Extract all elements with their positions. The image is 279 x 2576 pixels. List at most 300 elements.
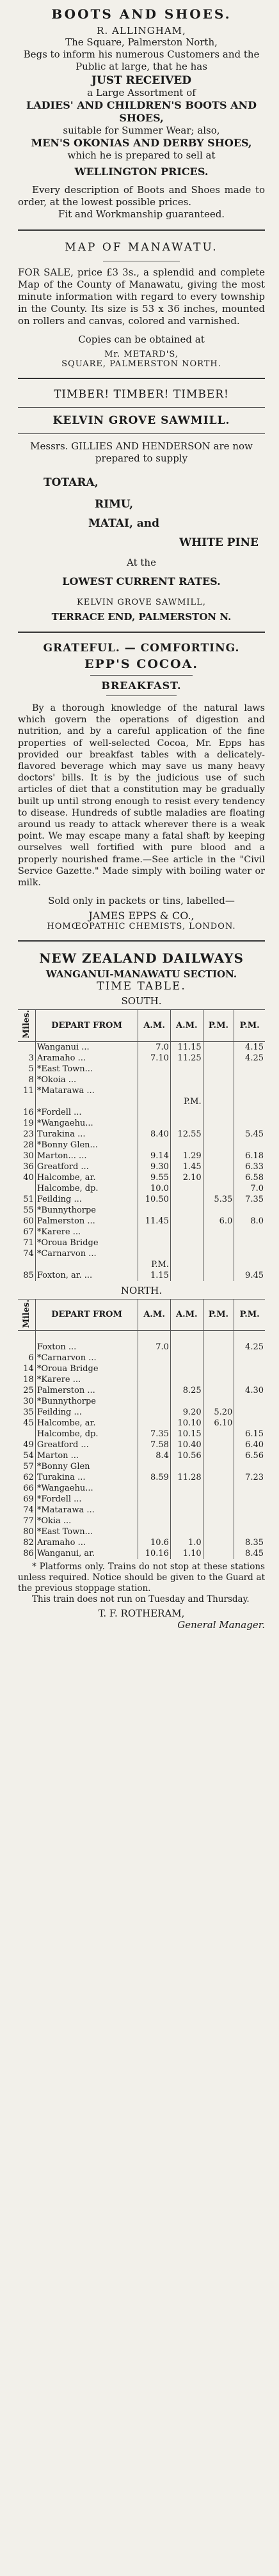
epps-body: By a thorough knowledge of the natural laws which govern the operations of digestion and nutrition, and by a careful application of the fine properties of well-selected Cocoa, Mr. Epps has provided our breakfast tables with a delicately-flavored beverage which may save us many heavy doctors' bills. It is by the judicious use of such articles of diet that a constitution may be gradually built up until strong enough to resist every tendency to disease. Hundreds of subtle maladies are floating around us ready to attack wherever there is a weak point. We may escape many a fatal shaft by keeping ourselves well fortified with pure blood and a properly nourished frame.—See article in the "Civil Service Gazette." Made simply with boiling water or milk. bbox=[18, 703, 265, 888]
station-cell: *Bunnythorpe bbox=[35, 1396, 138, 1407]
time-cell bbox=[203, 1118, 234, 1129]
miles-cell: 6 bbox=[28, 1353, 34, 1363]
time-cell: 4.30 bbox=[234, 1385, 265, 1396]
boots-line7: WELLINGTON PRICES. bbox=[74, 166, 209, 178]
time-cell bbox=[170, 1107, 203, 1118]
time-cell bbox=[203, 1374, 234, 1385]
miles-cell: 23 bbox=[23, 1129, 34, 1139]
time-cell bbox=[234, 1075, 265, 1085]
time-cell bbox=[170, 1396, 203, 1407]
timber-sign-1: KELVIN GROVE SAWMILL, bbox=[77, 598, 206, 607]
epps-sub: BREAKFAST. bbox=[101, 679, 182, 692]
am-header-2: A.M. bbox=[170, 1010, 203, 1041]
table-row bbox=[18, 1537, 265, 1548]
time-cell bbox=[170, 1505, 203, 1516]
station-cell: *Bonny Glen... bbox=[35, 1140, 138, 1151]
am-header: A.M. bbox=[138, 1010, 171, 1041]
station-cell: *Okia ... bbox=[35, 1516, 138, 1526]
time-cell bbox=[234, 1205, 265, 1216]
time-cell: 6.58 bbox=[234, 1172, 265, 1183]
table-row bbox=[18, 1526, 265, 1537]
boots-line5: MEN'S OKONIAS AND DERBY SHOES, bbox=[31, 137, 252, 149]
time-cell bbox=[170, 1248, 203, 1259]
time-cell: 8.40 bbox=[138, 1129, 171, 1140]
station-cell: *Fordell ... bbox=[35, 1107, 138, 1118]
time-cell bbox=[203, 1494, 234, 1505]
station-cell: *Okoia ... bbox=[35, 1075, 138, 1085]
station-cell: Wanganui ... bbox=[35, 1041, 138, 1053]
boots-line6: which he is prepared to sell at bbox=[67, 150, 216, 161]
time-cell: 7.0 bbox=[234, 1183, 265, 1194]
time-cell bbox=[138, 1096, 171, 1107]
table-row bbox=[18, 1205, 265, 1216]
station-cell: Wanganui, ar. bbox=[35, 1548, 138, 1559]
rail-south: SOUTH. bbox=[121, 995, 162, 1007]
time-cell bbox=[203, 1396, 234, 1407]
miles-cell: 85 bbox=[23, 1270, 34, 1280]
station-cell: Marton... ... bbox=[35, 1151, 138, 1161]
time-cell bbox=[234, 1494, 265, 1505]
time-cell bbox=[234, 1331, 265, 1342]
time-cell bbox=[203, 1270, 234, 1281]
time-cell bbox=[203, 1064, 234, 1075]
station-cell: *Fordell ... bbox=[35, 1494, 138, 1505]
time-cell bbox=[138, 1331, 171, 1342]
time-cell bbox=[203, 1331, 234, 1342]
time-cell bbox=[170, 1194, 203, 1205]
station-cell: *Oroua Bridge bbox=[35, 1363, 138, 1374]
time-cell: 11.25 bbox=[170, 1053, 203, 1064]
time-cell bbox=[234, 1396, 265, 1407]
time-cell: 7.35 bbox=[234, 1194, 265, 1205]
time-cell bbox=[138, 1227, 171, 1238]
miles-cell: 86 bbox=[23, 1549, 34, 1559]
boots-name: R. ALLINGHAM, bbox=[97, 25, 186, 36]
time-cell bbox=[234, 1407, 265, 1418]
station-cell: *Matarawa ... bbox=[35, 1085, 138, 1096]
miles-cell bbox=[18, 1183, 35, 1194]
table-row bbox=[18, 1075, 265, 1085]
time-cell: 7.23 bbox=[234, 1472, 265, 1483]
time-cell: 8.35 bbox=[234, 1537, 265, 1548]
divider bbox=[18, 378, 265, 379]
time-cell bbox=[138, 1205, 171, 1216]
table-row bbox=[18, 1129, 265, 1140]
miles-cell: 67 bbox=[23, 1227, 34, 1237]
time-cell bbox=[234, 1461, 265, 1472]
timber-wood-2: RIMU, bbox=[95, 498, 134, 511]
time-cell: 6.10 bbox=[203, 1418, 234, 1429]
table-row bbox=[18, 1107, 265, 1118]
table-row bbox=[18, 1353, 265, 1363]
epps-sign-2: HOMŒOPATHIC CHEMISTS, LONDON. bbox=[47, 922, 236, 932]
table-row bbox=[18, 1396, 265, 1407]
map-body: FOR SALE, price £3 3s., a splendid and complete Map of the County of Manawatu, giving the most minute information with regard to every township in the County. Its size is 53 x 36 inches, mounted on rollers and canvas, colored and varnished. bbox=[18, 267, 265, 327]
station-cell: Halcombe, ar. bbox=[35, 1172, 138, 1183]
miles-header: Miles. bbox=[18, 1010, 35, 1041]
time-cell: 9.30 bbox=[138, 1161, 171, 1172]
station-cell bbox=[35, 1331, 138, 1342]
table-row bbox=[18, 1494, 265, 1505]
time-cell: 7.0 bbox=[138, 1342, 171, 1353]
time-cell bbox=[203, 1516, 234, 1526]
time-cell: 10.6 bbox=[138, 1537, 171, 1548]
time-cell bbox=[138, 1107, 171, 1118]
time-cell: 11.28 bbox=[170, 1472, 203, 1483]
time-cell: 11.45 bbox=[138, 1216, 171, 1227]
south-table bbox=[18, 1009, 265, 1280]
time-cell bbox=[138, 1407, 171, 1418]
time-cell: 8.4 bbox=[138, 1450, 171, 1461]
miles-cell: 82 bbox=[23, 1538, 34, 1548]
time-cell bbox=[138, 1140, 171, 1151]
time-cell bbox=[203, 1248, 234, 1259]
time-cell bbox=[203, 1085, 234, 1096]
table-row bbox=[18, 1363, 265, 1374]
table-row bbox=[18, 1140, 265, 1151]
miles-cell: 3 bbox=[28, 1053, 34, 1063]
miles-cell: 25 bbox=[23, 1386, 34, 1396]
table-row bbox=[18, 1227, 265, 1238]
time-cell bbox=[203, 1140, 234, 1151]
miles-cell: 18 bbox=[23, 1375, 34, 1385]
map-copies: Copies can be obtained at bbox=[78, 334, 205, 345]
time-cell bbox=[234, 1118, 265, 1129]
table-row bbox=[18, 1238, 265, 1248]
time-cell bbox=[138, 1248, 171, 1259]
time-cell bbox=[138, 1075, 171, 1085]
boots-title: BOOTS AND SHOES. bbox=[51, 6, 232, 22]
table-row bbox=[18, 1172, 265, 1183]
time-cell bbox=[203, 1107, 234, 1118]
divider bbox=[90, 675, 193, 676]
station-cell: *Oroua Bridge bbox=[35, 1238, 138, 1248]
time-cell bbox=[203, 1439, 234, 1450]
divider bbox=[106, 695, 177, 696]
table-row bbox=[18, 1483, 265, 1494]
pm-header: P.M. bbox=[203, 1010, 234, 1041]
depart-header: DEPART FROM bbox=[35, 1299, 138, 1330]
station-cell: *Karere ... bbox=[35, 1227, 138, 1238]
miles-cell: 28 bbox=[23, 1140, 34, 1150]
station-cell: Foxton, ar. ... bbox=[35, 1270, 138, 1281]
time-cell bbox=[138, 1118, 171, 1129]
time-cell bbox=[203, 1238, 234, 1248]
time-cell: 10.56 bbox=[170, 1450, 203, 1461]
timber-sign-2: TERRACE END, PALMERSTON N. bbox=[51, 611, 232, 623]
time-cell bbox=[234, 1064, 265, 1075]
divider bbox=[18, 940, 265, 942]
time-cell bbox=[203, 1537, 234, 1548]
miles-cell: 66 bbox=[23, 1484, 34, 1494]
timber-line2: At the bbox=[127, 557, 156, 568]
time-cell bbox=[170, 1238, 203, 1248]
time-cell bbox=[170, 1205, 203, 1216]
time-cell: 6.33 bbox=[234, 1161, 265, 1172]
time-cell bbox=[234, 1374, 265, 1385]
table-row bbox=[18, 1429, 265, 1439]
miles-cell: 30 bbox=[23, 1151, 34, 1161]
station-cell: Aramaho ... bbox=[35, 1537, 138, 1548]
station-cell: *East Town... bbox=[35, 1064, 138, 1075]
time-cell bbox=[170, 1526, 203, 1537]
station-cell: Aramaho ... bbox=[35, 1053, 138, 1064]
epps-advert bbox=[18, 642, 265, 931]
time-cell bbox=[234, 1107, 265, 1118]
time-cell bbox=[170, 1374, 203, 1385]
time-cell: 5.35 bbox=[203, 1194, 234, 1205]
time-cell bbox=[138, 1385, 171, 1396]
rail-notes: * Platforms only. Trains do not stop at these stations unless required. Notice should be given to the Guard at the previous stoppage station. bbox=[18, 1562, 265, 1594]
time-cell bbox=[203, 1075, 234, 1085]
timber-line3: LOWEST CURRENT RATES. bbox=[62, 575, 221, 587]
table-row bbox=[18, 1064, 265, 1075]
map-obtain-2: SQUARE, PALMERSTON NORTH. bbox=[61, 359, 221, 369]
time-cell: 7.0 bbox=[138, 1041, 171, 1053]
time-cell bbox=[203, 1483, 234, 1494]
miles-cell: 35 bbox=[23, 1408, 34, 1418]
time-cell bbox=[170, 1363, 203, 1374]
time-cell: 9.14 bbox=[138, 1151, 171, 1161]
time-cell: 2.10 bbox=[170, 1172, 203, 1183]
table-row bbox=[18, 1270, 265, 1281]
time-cell bbox=[138, 1494, 171, 1505]
time-cell bbox=[203, 1053, 234, 1064]
time-cell bbox=[203, 1172, 234, 1183]
map-title: MAP OF MANAWATU. bbox=[65, 241, 218, 254]
timber-line1: Messrs. GILLIES AND HENDERSON are now prepared to supply bbox=[30, 440, 253, 464]
time-cell bbox=[138, 1363, 171, 1374]
station-cell: *Wangaehu... bbox=[35, 1118, 138, 1129]
time-cell bbox=[138, 1505, 171, 1516]
time-cell bbox=[203, 1096, 234, 1107]
boots-line3: LADIES' AND CHILDREN'S BOOTS AND SHOES, bbox=[26, 99, 257, 124]
time-cell bbox=[234, 1353, 265, 1363]
time-cell: 8.0 bbox=[234, 1216, 265, 1227]
time-cell bbox=[138, 1064, 171, 1075]
miles-cell bbox=[18, 1259, 35, 1270]
time-cell bbox=[170, 1461, 203, 1472]
time-cell: 5.20 bbox=[203, 1407, 234, 1418]
timber-advert bbox=[18, 388, 265, 623]
time-cell: 12.55 bbox=[170, 1129, 203, 1140]
miles-cell: 16 bbox=[23, 1107, 34, 1117]
divider bbox=[18, 407, 265, 408]
time-cell: 1.45 bbox=[170, 1161, 203, 1172]
time-cell bbox=[170, 1118, 203, 1129]
time-cell: 7.35 bbox=[138, 1429, 171, 1439]
time-cell bbox=[170, 1064, 203, 1075]
miles-cell: 8 bbox=[28, 1075, 34, 1085]
miles-cell bbox=[18, 1429, 35, 1439]
pm-header: P.M. bbox=[203, 1299, 234, 1330]
miles-cell: 74 bbox=[23, 1505, 34, 1516]
time-cell: 10.50 bbox=[138, 1194, 171, 1205]
miles-cell: 60 bbox=[23, 1216, 34, 1226]
boots-line4: suitable for Summer Wear; also, bbox=[63, 125, 220, 136]
station-cell: Halcombe, dp. bbox=[35, 1183, 138, 1194]
railway-timetable bbox=[18, 950, 265, 1631]
table-row bbox=[18, 1151, 265, 1161]
miles-cell: 54 bbox=[23, 1451, 34, 1461]
table-row bbox=[18, 1548, 265, 1559]
station-cell: Greatford ... bbox=[35, 1439, 138, 1450]
table-row bbox=[18, 1216, 265, 1227]
time-cell bbox=[234, 1248, 265, 1259]
time-cell bbox=[170, 1270, 203, 1281]
table-row bbox=[18, 1331, 265, 1342]
am-header: A.M. bbox=[138, 1299, 171, 1330]
miles-cell: 40 bbox=[23, 1172, 34, 1183]
time-cell bbox=[203, 1227, 234, 1238]
time-cell bbox=[203, 1450, 234, 1461]
time-cell bbox=[170, 1183, 203, 1194]
rail-tt: TIME TABLE. bbox=[97, 980, 186, 993]
miles-cell: 45 bbox=[23, 1418, 34, 1429]
table-row bbox=[18, 1161, 265, 1172]
time-cell bbox=[203, 1129, 234, 1140]
time-cell bbox=[170, 1085, 203, 1096]
time-cell: 10.16 bbox=[138, 1548, 171, 1559]
timber-wood-3: MATAI, and bbox=[88, 517, 160, 530]
miles-cell: 11 bbox=[23, 1085, 34, 1096]
time-cell: 6.0 bbox=[203, 1216, 234, 1227]
station-cell: Turakina ... bbox=[35, 1472, 138, 1483]
time-cell: 8.45 bbox=[234, 1548, 265, 1559]
time-cell bbox=[170, 1494, 203, 1505]
time-cell bbox=[234, 1516, 265, 1526]
boots-just-received: JUST RECEIVED bbox=[91, 74, 192, 87]
time-cell bbox=[203, 1472, 234, 1483]
station-cell: *Bunnythorpe bbox=[35, 1205, 138, 1216]
miles-cell: 51 bbox=[23, 1194, 34, 1204]
table-row bbox=[18, 1342, 265, 1353]
time-cell bbox=[170, 1353, 203, 1363]
time-cell: P.M. bbox=[170, 1096, 203, 1107]
time-cell bbox=[138, 1461, 171, 1472]
time-cell bbox=[234, 1227, 265, 1238]
time-cell: 5.45 bbox=[234, 1129, 265, 1140]
station-cell: Halcombe, ar. bbox=[35, 1418, 138, 1429]
time-cell: 1.29 bbox=[170, 1151, 203, 1161]
time-cell: 9.55 bbox=[138, 1172, 171, 1183]
time-cell: 7.10 bbox=[138, 1053, 171, 1064]
time-cell bbox=[138, 1526, 171, 1537]
time-cell bbox=[203, 1259, 234, 1270]
table-row bbox=[18, 1096, 265, 1107]
time-cell bbox=[234, 1085, 265, 1096]
epps-sign-1: JAMES EPPS & CO., bbox=[88, 910, 195, 922]
miles-cell: 19 bbox=[23, 1118, 34, 1128]
time-cell: 8.59 bbox=[138, 1472, 171, 1483]
time-cell bbox=[234, 1505, 265, 1516]
time-cell: 6.40 bbox=[234, 1439, 265, 1450]
time-cell bbox=[170, 1483, 203, 1494]
miles-cell: 71 bbox=[23, 1238, 34, 1248]
boots-line9: Fit and Workmanship guaranteed. bbox=[58, 208, 225, 220]
table-row bbox=[18, 1118, 265, 1129]
station-cell: *Matarawa ... bbox=[35, 1505, 138, 1516]
rail-section: WANGANUI-MANAWATU SECTION. bbox=[45, 968, 237, 981]
time-cell bbox=[203, 1041, 234, 1053]
miles-cell: 36 bbox=[23, 1161, 34, 1172]
station-cell: Feilding ... bbox=[35, 1194, 138, 1205]
table-row bbox=[18, 1461, 265, 1472]
table-row bbox=[18, 1385, 265, 1396]
boots-line2: a Large Assortment of bbox=[87, 87, 196, 98]
station-cell: *Karere ... bbox=[35, 1374, 138, 1385]
station-cell: Palmerston ... bbox=[35, 1385, 138, 1396]
table-row bbox=[18, 1439, 265, 1450]
time-cell bbox=[203, 1385, 234, 1396]
table-row bbox=[18, 1450, 265, 1461]
time-cell bbox=[170, 1342, 203, 1353]
time-cell: 1.10 bbox=[170, 1548, 203, 1559]
table-row bbox=[18, 1418, 265, 1429]
miles-cell: 49 bbox=[23, 1440, 34, 1450]
miles-cell: 30 bbox=[23, 1397, 34, 1407]
rail-sign: T. F. ROTHERAM, bbox=[98, 1608, 185, 1620]
south-table-body bbox=[18, 1041, 265, 1281]
table-row bbox=[18, 1505, 265, 1516]
station-cell: Feilding ... bbox=[35, 1407, 138, 1418]
table-row bbox=[18, 1041, 265, 1053]
time-cell bbox=[234, 1483, 265, 1494]
boots-address: The Square, Palmerston North, bbox=[65, 36, 218, 48]
time-cell bbox=[170, 1331, 203, 1342]
station-cell: *Bonny Glen bbox=[35, 1461, 138, 1472]
time-cell: 10.10 bbox=[170, 1418, 203, 1429]
divider bbox=[18, 632, 265, 633]
time-cell bbox=[170, 1259, 203, 1270]
station-cell: Turakina ... bbox=[35, 1129, 138, 1140]
miles-cell: 55 bbox=[23, 1205, 34, 1215]
miles-cell: 14 bbox=[23, 1364, 34, 1374]
miles-cell bbox=[18, 1342, 35, 1353]
time-cell bbox=[203, 1183, 234, 1194]
time-cell bbox=[138, 1238, 171, 1248]
station-cell: Palmerston ... bbox=[35, 1216, 138, 1227]
am-header-2: A.M. bbox=[170, 1299, 203, 1330]
timber-title: TIMBER! TIMBER! TIMBER! bbox=[54, 388, 229, 401]
station-cell: *Carnarvon ... bbox=[35, 1248, 138, 1259]
boots-line8: Every description of Boots and Shoes made to order, at the lowest possible prices. bbox=[18, 184, 265, 208]
time-cell bbox=[234, 1363, 265, 1374]
table-row bbox=[18, 1085, 265, 1096]
map-obtain-1: Mr. METARD'S, bbox=[104, 350, 179, 359]
depart-header: DEPART FROM bbox=[35, 1010, 138, 1041]
time-cell bbox=[203, 1353, 234, 1363]
time-cell bbox=[170, 1227, 203, 1238]
time-cell: 6.15 bbox=[234, 1429, 265, 1439]
time-cell: 10.15 bbox=[170, 1429, 203, 1439]
north-table-body bbox=[18, 1331, 265, 1560]
station-cell: Greatford ... bbox=[35, 1161, 138, 1172]
time-cell bbox=[234, 1096, 265, 1107]
time-cell bbox=[138, 1396, 171, 1407]
epps-title: EPP'S COCOA. bbox=[84, 657, 198, 671]
miles-cell: 5 bbox=[28, 1064, 34, 1074]
time-cell bbox=[203, 1205, 234, 1216]
table-row bbox=[18, 1516, 265, 1526]
time-cell bbox=[138, 1353, 171, 1363]
time-cell bbox=[203, 1461, 234, 1472]
timber-wood-1: TOTARA, bbox=[44, 476, 99, 489]
time-cell bbox=[138, 1085, 171, 1096]
time-cell bbox=[203, 1151, 234, 1161]
time-cell: 4.15 bbox=[234, 1041, 265, 1053]
rail-north: NORTH. bbox=[120, 1284, 163, 1296]
